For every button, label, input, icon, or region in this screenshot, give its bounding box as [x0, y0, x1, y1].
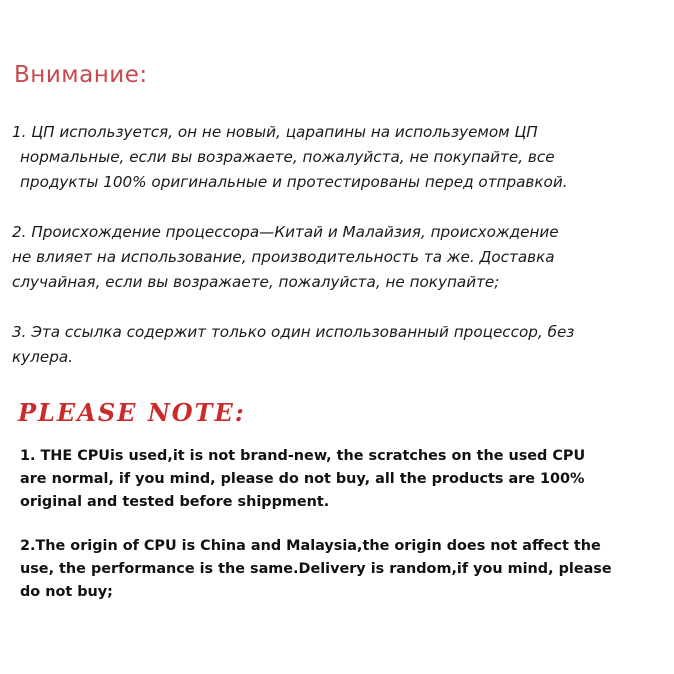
english-note-2-line-2: use, the performance is the same.Delivery is random,if you mind, please	[20, 561, 612, 577]
english-notice-heading: PLEASE NOTE:	[18, 398, 246, 427]
russian-note-1-line-1: 1. ЦП используется, он не новый, царапины на используемом ЦП	[12, 123, 538, 141]
english-note-1-line-3: original and tested before shippment.	[20, 494, 330, 510]
russian-note-1	[12, 120, 667, 195]
english-note-1-line-1: 1. THE CPUis used,it is not brand-new, the scratches on the used CPU	[20, 448, 586, 464]
english-note-2-line-1: 2.The origin of CPU is China and Malaysia,the origin does not affect the	[20, 538, 601, 554]
russian-note-2-line-2: не влияет на использование, производительность та же. Доставка	[12, 248, 555, 266]
russian-note-3-line-2: кулера.	[12, 348, 73, 366]
russian-note-2	[12, 220, 667, 295]
russian-note-2-line-1: 2. Происхождение процессора—Китай и Малайзия, происхождение	[12, 223, 559, 241]
russian-notice-heading: Внимание:	[14, 62, 148, 88]
english-note-1-line-2: are normal, if you mind, please do not buy, all the products are 100%	[20, 471, 585, 487]
english-note-1	[20, 445, 665, 514]
russian-note-1-line-3: продукты 100% оригинальные и протестированы перед отправкой.	[20, 173, 568, 191]
russian-note-2-line-3: случайная, если вы возражаете, пожалуйста, не покупайте;	[12, 273, 500, 291]
russian-note-1-line-2: нормальные, если вы возражаете, пожалуйста, не покупайте, все	[20, 148, 555, 166]
russian-note-3	[12, 320, 667, 370]
english-note-2	[20, 535, 665, 604]
russian-note-3-line-1: 3. Эта ссылка содержит только один использованный процессор, без	[12, 323, 575, 341]
english-note-2-line-3: do not buy;	[20, 584, 113, 600]
